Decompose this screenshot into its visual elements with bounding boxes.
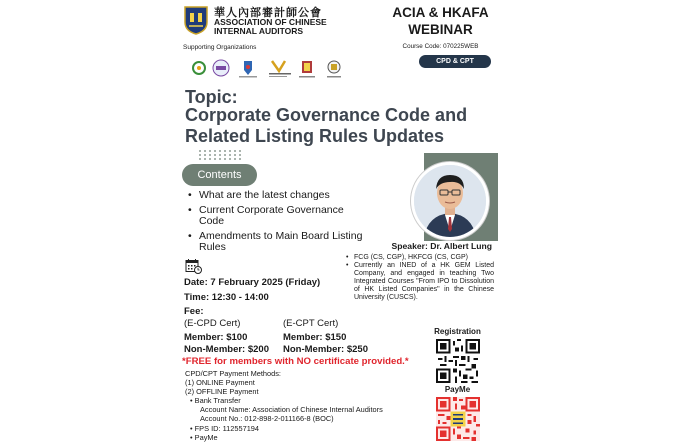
contents-item: • Amendments to Main Board Listing Rules — [186, 231, 366, 253]
bank-transfer: Bank Transfer — [194, 396, 241, 405]
fps-id: FPS ID: 112557194 — [194, 424, 260, 433]
calendar-icon — [185, 258, 202, 274]
free-note: *FREE for members with NO certificate provided.* — [182, 356, 409, 367]
contents-item: • What are the latest changes — [186, 190, 366, 201]
account-name: Account Name: Association of Chinese Internal Auditors — [200, 405, 383, 414]
org-name-english: ASSOCIATION OF CHINESE INTERNAL AUDITORS — [214, 17, 327, 36]
event-date: Date: 7 February 2025 (Friday) — [184, 277, 321, 288]
registration-label: Registration — [434, 327, 481, 336]
speaker-bio-item: • Currently an INED of a HK GEM Listed Company, and engaged in teaching Two Integrated Courses "From IPO to Dissolution of HK Listed Companies" in the Chinese University (CUSCS). — [346, 262, 494, 302]
ecpt-cert-label: (E-CPT Cert) — [283, 318, 339, 329]
fps-bullet: • FPS ID: 112557194 — [190, 424, 260, 433]
speaker-bio-item: • FCG (CS, CGP), HKFCG (CS, CGP) — [346, 254, 494, 262]
topic-title: Corporate Governance Code and Related Listing Rules Updates — [185, 105, 468, 146]
ecpd-cert-label: (E-CPD Cert) — [184, 318, 241, 329]
ecpt-member-fee: Member: $150 — [283, 332, 347, 343]
org-name-chinese: 華人內部審計師公會 — [214, 6, 322, 19]
ecpd-member-fee: Member: $100 — [184, 332, 248, 343]
cpd-cpt-badge: CPD & CPT — [419, 55, 491, 68]
contents-label: Contents — [182, 164, 257, 186]
payme-qr-label: PayMe — [444, 385, 471, 394]
contents-list — [186, 190, 366, 257]
acia-logo — [183, 5, 209, 35]
registration-qr-code[interactable] — [436, 339, 480, 383]
supporting-organizations-logos — [192, 58, 362, 80]
topic-label: Topic: — [185, 87, 238, 107]
ecpd-nonmember-fee: Non-Member: $200 — [184, 344, 269, 355]
fee-label: Fee: — [184, 306, 204, 317]
payme-qr-code[interactable] — [436, 397, 480, 441]
speaker-bio — [346, 254, 494, 302]
course-code: Course Code: 070225WEB — [402, 43, 479, 50]
payme-method: PayMe — [194, 433, 218, 442]
speaker-photo — [411, 162, 489, 240]
event-time: Time: 12:30 - 14:00 — [184, 292, 269, 303]
payment-heading: CPD/CPT Payment Methods: — [185, 369, 281, 378]
account-number: Account No.: 012-898-2-011166-8 (BOC) — [200, 414, 334, 423]
payment-offline: (2) OFFLINE Payment — [185, 387, 259, 396]
bank-transfer-bullet: • Bank Transfer — [190, 396, 241, 405]
event-title: ACIA & HKAFA WEBINAR — [392, 5, 489, 37]
decorative-dots — [198, 149, 244, 161]
payme-bullet: • PayMe — [190, 433, 218, 442]
supporting-organizations-label: Supporting Organizations — [183, 44, 257, 51]
speaker-portrait — [414, 165, 486, 237]
speaker-name: Speaker: Dr. Albert Lung — [391, 241, 492, 251]
payment-online: (1) ONLINE Payment — [185, 378, 255, 387]
contents-item: • Current Corporate Governance Code — [186, 205, 366, 227]
webinar-poster — [178, 0, 498, 445]
ecpt-nonmember-fee: Non-Member: $250 — [283, 344, 368, 355]
